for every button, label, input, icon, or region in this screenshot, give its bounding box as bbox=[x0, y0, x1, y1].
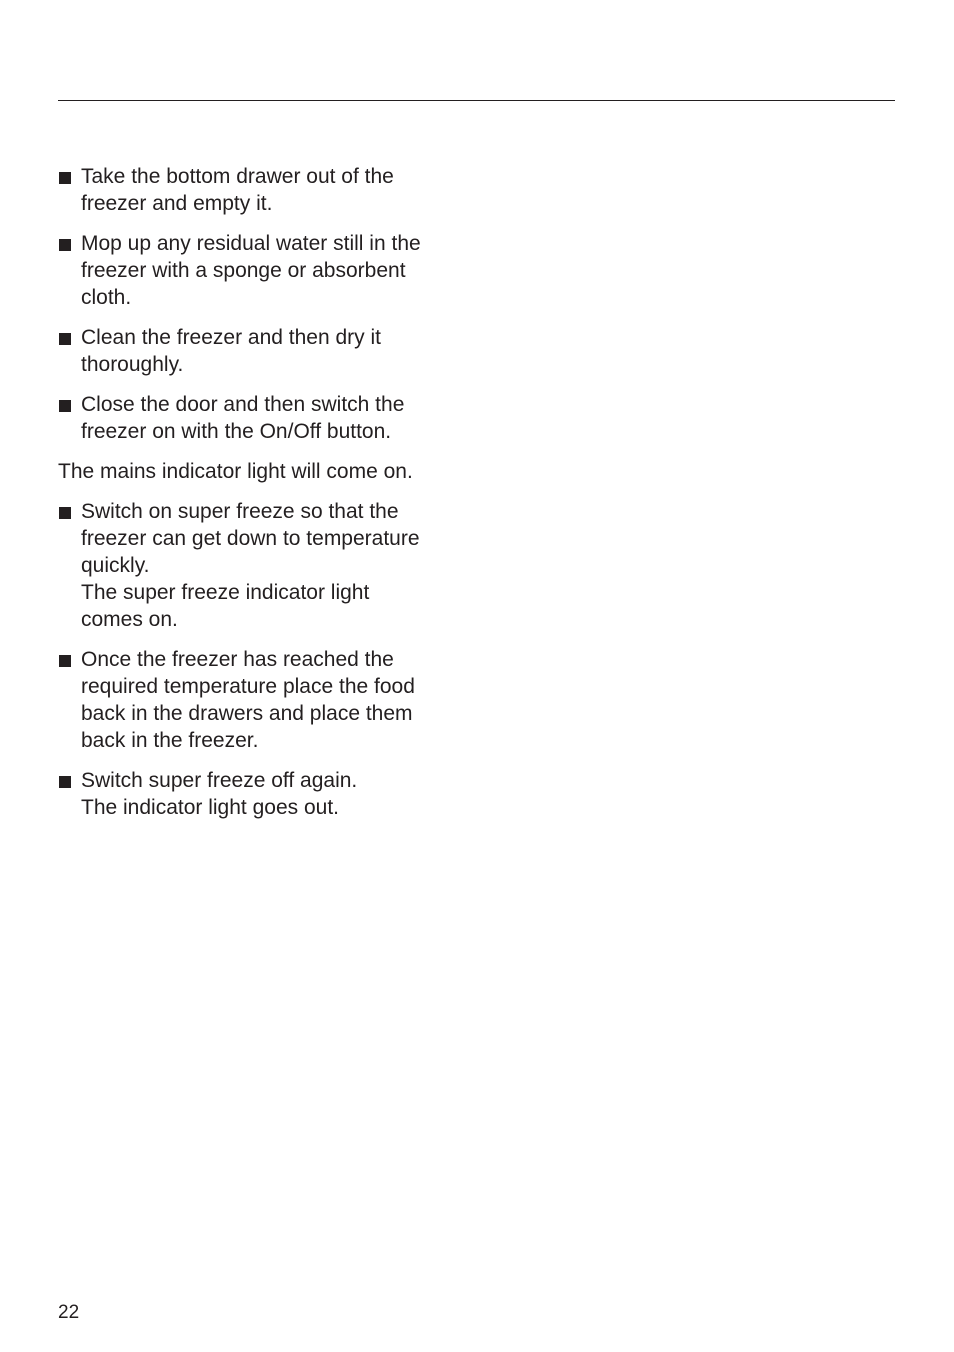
bullet-item bbox=[58, 391, 478, 445]
bullet-line: Mop up any residual water still in the bbox=[81, 232, 421, 255]
page-number: 22 bbox=[58, 1302, 80, 1323]
square-bullet-icon bbox=[59, 172, 71, 184]
header-rule bbox=[58, 100, 895, 101]
bullet-line: required temperature place the food bbox=[81, 675, 415, 698]
bullet-item bbox=[58, 163, 478, 217]
paragraph-line: The mains indicator light will come on. bbox=[58, 460, 413, 483]
square-bullet-icon bbox=[59, 776, 71, 788]
square-bullet-icon bbox=[59, 239, 71, 251]
bullet-line: Once the freezer has reached the bbox=[81, 648, 394, 671]
bullet-line: Take the bottom drawer out of the bbox=[81, 165, 394, 188]
square-bullet-icon bbox=[59, 400, 71, 412]
instruction-list bbox=[58, 163, 478, 821]
bullet-line: The super freeze indicator light bbox=[81, 581, 370, 604]
bullet-line: freezer and empty it. bbox=[81, 192, 273, 215]
bullet-line: Close the door and then switch the bbox=[81, 393, 405, 416]
bullet-item bbox=[58, 230, 478, 311]
bullet-line: thoroughly. bbox=[81, 353, 184, 376]
bullet-item bbox=[58, 324, 478, 378]
bullet-line: back in the freezer. bbox=[81, 729, 259, 752]
bullet-line: comes on. bbox=[81, 608, 178, 631]
square-bullet-icon bbox=[59, 655, 71, 667]
bullet-line: quickly. bbox=[81, 554, 150, 577]
square-bullet-icon bbox=[59, 333, 71, 345]
bullet-line: freezer with a sponge or absorbent bbox=[81, 259, 406, 282]
body-paragraph bbox=[58, 458, 478, 485]
bullet-item bbox=[58, 646, 478, 754]
bullet-line: The indicator light goes out. bbox=[81, 796, 339, 819]
bullet-line: freezer on with the On/Off button. bbox=[81, 420, 392, 443]
bullet-line: back in the drawers and place them bbox=[81, 702, 413, 725]
bullet-line: Clean the freezer and then dry it bbox=[81, 326, 382, 349]
bullet-item bbox=[58, 498, 478, 633]
bullet-line: freezer can get down to temperature bbox=[81, 527, 420, 550]
bullet-line: cloth. bbox=[81, 286, 132, 309]
bullet-item bbox=[58, 767, 478, 821]
square-bullet-icon bbox=[59, 507, 71, 519]
bullet-line: Switch super freeze off again. bbox=[81, 769, 358, 792]
bullet-line: Switch on super freeze so that the bbox=[81, 500, 399, 523]
